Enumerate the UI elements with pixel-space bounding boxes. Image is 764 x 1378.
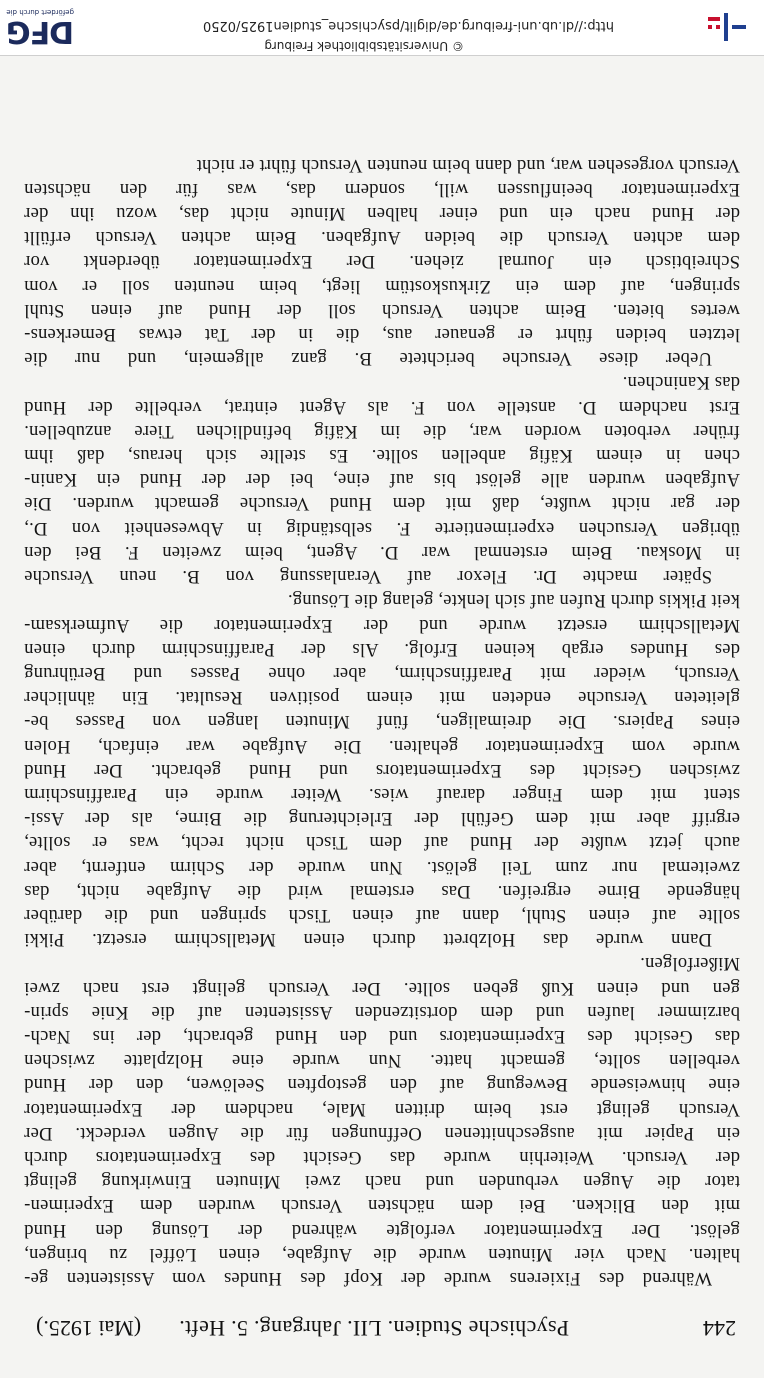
paragraph [24, 370, 740, 588]
text-line: wertes bieten. Beim achten Versuch soll der Hund auf einen Stuhl [24, 299, 740, 321]
body-text [24, 152, 740, 1290]
text-line: in Moskau. Beim erstenmal war D. Agent, beim zweiten F. Bei den [24, 541, 740, 563]
paragraph [24, 588, 740, 951]
text-line: mit den Blicken. Bei dem nächsten Versuch wurden dem Experimen- [24, 1195, 740, 1217]
text-line: das Gesicht des Experimentators und den Hund gebracht, der ins Nach- [24, 1025, 740, 1047]
text-line: eine hinweisende Bewegung auf den gestopften Seelöwen, den der Hund [24, 1074, 740, 1096]
text-line: Experimentator beeinflussen will, sondern das, was für den nächsten [24, 178, 740, 200]
text-line: stent mit dem Finger darauf wies. Weiter wurde ein Paraffinschirm [24, 783, 740, 805]
text-line: gleiteten Versuche endeten mit einem positiven Resultat. Ein ähnlicher [24, 687, 740, 709]
text-line: des Hundes ergab keinen Erfolg. Als der Paraffinschirm durch einen [24, 638, 740, 660]
dfg-logo [0, 5, 82, 49]
text-line: der Hund nach ein und einer halben Minute nicht das, wozu ihn der [24, 203, 740, 225]
text-line: der gar nicht wußte, daß mit dem Hund Versuche gemacht wurden. Die [24, 493, 740, 515]
text-line: Ueber diese Versuche berichtete B. ganz allgemein, und nur die [24, 348, 712, 370]
page-number: 244 [703, 1316, 736, 1341]
text-line: Später machte Dr. Flexor auf Veranlassung von B. neun Versuche [24, 566, 712, 588]
text-line: Aufgaben wurden alle gelöst bis auf eine, bei der der Hund ein Kanin- [24, 469, 740, 491]
text-line: Schreibtisch ein Journal ziehen. Der Experimentator überdenkt vor [24, 251, 740, 273]
text-line: Versuch gelingt erst beim dritten Male, nachdem der Experimentator [24, 1098, 740, 1120]
paragraph [24, 951, 740, 1290]
text-line: eines Papiers. Die dreimaligen, fünf Minuten langen von Passes be- [24, 711, 740, 733]
text-line: ein Papier mit ausgeschnittenen Oeffnungen für die Augen verdeckt. Der [24, 1122, 740, 1144]
text-line: ergriff aber mit dem Gefühl der Erleichterung die Birne, als der Assi- [24, 808, 740, 830]
university-library-logo-icon [702, 9, 748, 45]
text-line: gen und einen Kuß geben sollte. Der Versuch gelingt erst nach zwei [24, 977, 740, 999]
dfg-logo-subtitle: gefördert durch die [6, 8, 74, 16]
text-line: Metallschirm ersetzt wurde und der Experimentator die Aufmerksam- [24, 614, 740, 636]
text-line: der Versuch. Weiterhin wurde das Gesicht des Experimentators durch [24, 1146, 740, 1168]
text-line: tator die Augen verbunden und nach zwei Minuten Einwirkung gelingt [24, 1171, 740, 1193]
text-line: barzimmer laufen und dem dortsitzenden Assistenten auf die Knie sprin- [24, 1001, 740, 1023]
text-line: Dann wurde das Holzbrett durch einen Metallschirm ersetzt. Pikki [24, 929, 712, 951]
text-line: Während des Fixierens wurde der Kopf des Hundes vom Assistenten ge- [24, 1268, 712, 1289]
text-line: Versuch vorgesehen war, und dann beim neunten Versuch führt er nicht [196, 154, 740, 176]
text-line: wurde vom Experimentator gehalten. Die Aufgabe war einfach, Holen [24, 735, 740, 757]
text-line: Erst nachdem D. anstelle von F. als Agent eintrat, verbellte der Hund [24, 396, 740, 418]
scanned-page [0, 56, 764, 1378]
running-title: Psychische Studien. LII. Jahrgang. 5. Heft. [178, 1316, 570, 1341]
text-line: chen in einem Käfig anbellen sollte. Es stellte sich heraus, daß ihm [24, 445, 740, 467]
text-line: hängende Birne ergreifen. Das erstemal wird die Aufgabe nicht, das [24, 880, 740, 902]
text-line: keit Pikkis durch Rufen auf sich lenkte, gelang die Lösung. [287, 590, 740, 612]
text-line: halten. Nach vier Minuten wurde die Aufgabe, einen Löffel zu bringen, [24, 1243, 740, 1265]
text-line: sollte auf einen Stuhl, dann auf einen Tisch springen und die darüber [24, 904, 740, 926]
text-line: letzten beiden führt er genauer aus, die in der Tat etwas Bemerkens- [24, 324, 740, 346]
text-line: übrigen Versuchen experimentierte F. selbständig in Abwesenheit von D., [24, 517, 740, 539]
text-line: zweitemal nur zum Teil gelöst. Nun wurde der Schirm entfernt, aber [24, 856, 740, 878]
paragraph [24, 152, 740, 370]
text-line: zwischen Gesicht des Experimentators und Hund gebracht. Der Hund [24, 759, 740, 781]
text-line: verbellen sollte, gemacht hatte. Nun wurde eine Holzplatte zwischen [24, 1050, 740, 1072]
page-header [0, 1301, 764, 1341]
text-line: gelöst. Der Experimentator verfolgte während der Lösung den Hund [24, 1219, 740, 1241]
citation-link[interactable]: http://dl.ub.uni-freiburg.de/diglit/psychische_studien1925/0250 [202, 18, 614, 33]
viewer-footer [0, 0, 764, 56]
text-line: dem achten Versuch die beiden Aufgaben. Beim achten Versuch erfüllt [24, 227, 740, 249]
text-line: früher verboten worden war, die im Käfig befindlichen Tiere anzubellen. [24, 420, 740, 442]
text-line: das Kaninchen. [622, 372, 740, 394]
text-line: auch jetzt wußte der Hund auf dem Tisch nicht recht, was er sollte, [24, 832, 740, 854]
text-line: Mißerfolgen. [640, 953, 740, 975]
issue-date: (Mai 1925.) [36, 1316, 142, 1341]
dfg-logo-letters: DFG [6, 14, 74, 49]
copyright-notice: © Universitätsbibliothek Freiburg [264, 39, 464, 53]
text-line: springen, auf dem ein Zirkuskostüm liegt, beim neunten soll er vom [24, 275, 740, 297]
text-line: Versuch, wieder mit Paraffinschirm, aber ohne Passes und Berührung [24, 662, 740, 684]
